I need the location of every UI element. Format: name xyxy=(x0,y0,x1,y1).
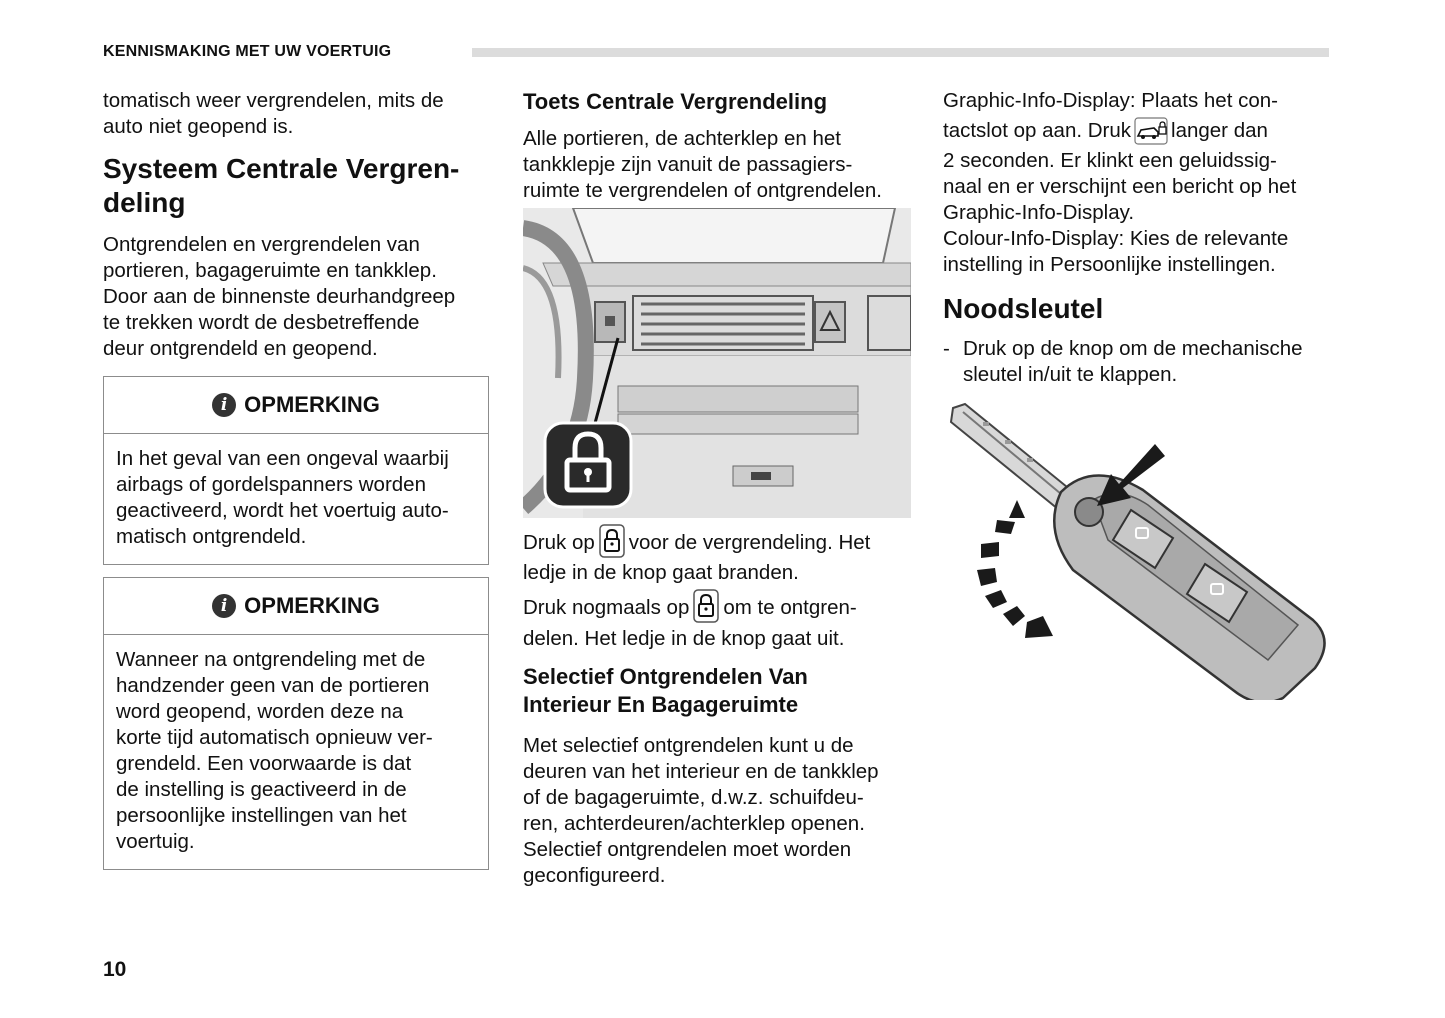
note-box-1 xyxy=(103,376,489,565)
settings-line2-pre: tactslot op aan. Druk xyxy=(943,119,1132,142)
bullet-text: Druk op de knop om de mechanische sleutel in/uit te klappen. xyxy=(963,337,1303,386)
padlock-icon xyxy=(693,589,719,623)
section-heading-central-locking: Systeem Centrale Vergren- deling xyxy=(103,153,460,218)
column-left xyxy=(103,88,489,870)
car-lock-icon xyxy=(1134,117,1168,145)
unlock-instruction xyxy=(523,589,911,625)
central-locking-body: Ontgrendelen en vergrendelen van portieren, bagageruimte en tankklep. Door aan de binnenste deurhandgreep te trekken wordt de desbetreffende deur ontgrendeld en geopend. xyxy=(103,233,456,360)
column-middle xyxy=(523,88,911,889)
dashboard-lock-button-illustration xyxy=(523,208,911,518)
section-heading-selective-unlock: Selectief Ontgrendelen Van Interieur En Bagageruimte xyxy=(523,664,808,717)
unlock-instruction-pre: Druk nogmaals op xyxy=(523,596,690,619)
unlock-instruction-post: om te ontgren- xyxy=(723,596,857,619)
running-header: KENNISMAKING MET UW VOERTUIG xyxy=(103,43,392,60)
bullet-marker: - xyxy=(943,337,950,360)
lock-instruction-pre: Druk op xyxy=(523,531,595,554)
note-header xyxy=(104,377,488,434)
padlock-icon xyxy=(599,524,625,558)
lock-instruction-post: voor de vergrendeling. Het xyxy=(628,531,871,554)
folding-key-illustration xyxy=(943,400,1335,700)
note-text: Wanneer na ontgrendeling met de handzender geen van de portieren word geopend, worden deze na korte tijd automatisch opnieuw ver- grendeld. Een voorwaarde is dat de instelling is geactiveerd in de persoonlijke instellingen van het voertuig. xyxy=(116,648,433,853)
note-box-2 xyxy=(103,577,489,870)
header-rule xyxy=(472,48,1329,57)
lock-instruction xyxy=(523,524,911,559)
page-number: 10 xyxy=(103,958,127,981)
settings-line1: Graphic-Info-Display: Plaats het con- xyxy=(943,89,1278,112)
lock-instruction-line2: ledje in de knop gaat branden. xyxy=(523,561,799,584)
info-icon: i xyxy=(212,594,236,618)
emergency-key-bullet xyxy=(943,336,1335,388)
section-heading-emergency-key: Noodsleutel xyxy=(943,293,1104,324)
column-right xyxy=(943,88,1335,700)
lock-button-intro: Alle portieren, de achterklep en het tankklepje zijn vanuit de passagiers- ruimte te vergrendelen of ontgrendelen. xyxy=(523,127,882,202)
intro-text: tomatisch weer vergrendelen, mits de auto niet geopend is. xyxy=(103,89,444,138)
unlock-instruction-line2: delen. Het ledje in de knop gaat uit. xyxy=(523,627,845,650)
settings-rest: 2 seconden. Er klinkt een geluidssig- naal en er verschijnt een bericht op het Graphic-Info-Display. Colour-Info-Display: Kies de relevante instelling in Persoonlijke instellingen. xyxy=(943,149,1297,276)
settings-line2 xyxy=(943,114,1335,148)
note-title: OPMERKING xyxy=(244,392,380,417)
note-text: In het geval van een ongeval waarbij airbags of gordelspanners worden geactiveerd, wordt het voertuig auto- matisch ontgrendeld. xyxy=(116,447,449,548)
section-heading-lock-button: Toets Centrale Vergrendeling xyxy=(523,89,828,114)
settings-line2-post: langer dan xyxy=(1171,119,1268,142)
selective-unlock-body: Met selectief ontgrendelen kunt u de deuren van het interieur en de tankklep of de bagageruimte, d.w.z. schuifdeu- ren, achterdeuren/achterklep openen. Selectief ontgrendelen moet worden geconfigureerd. xyxy=(523,734,879,887)
info-icon: i xyxy=(212,393,236,417)
note-header xyxy=(104,578,488,635)
note-title: OPMERKING xyxy=(244,593,380,618)
